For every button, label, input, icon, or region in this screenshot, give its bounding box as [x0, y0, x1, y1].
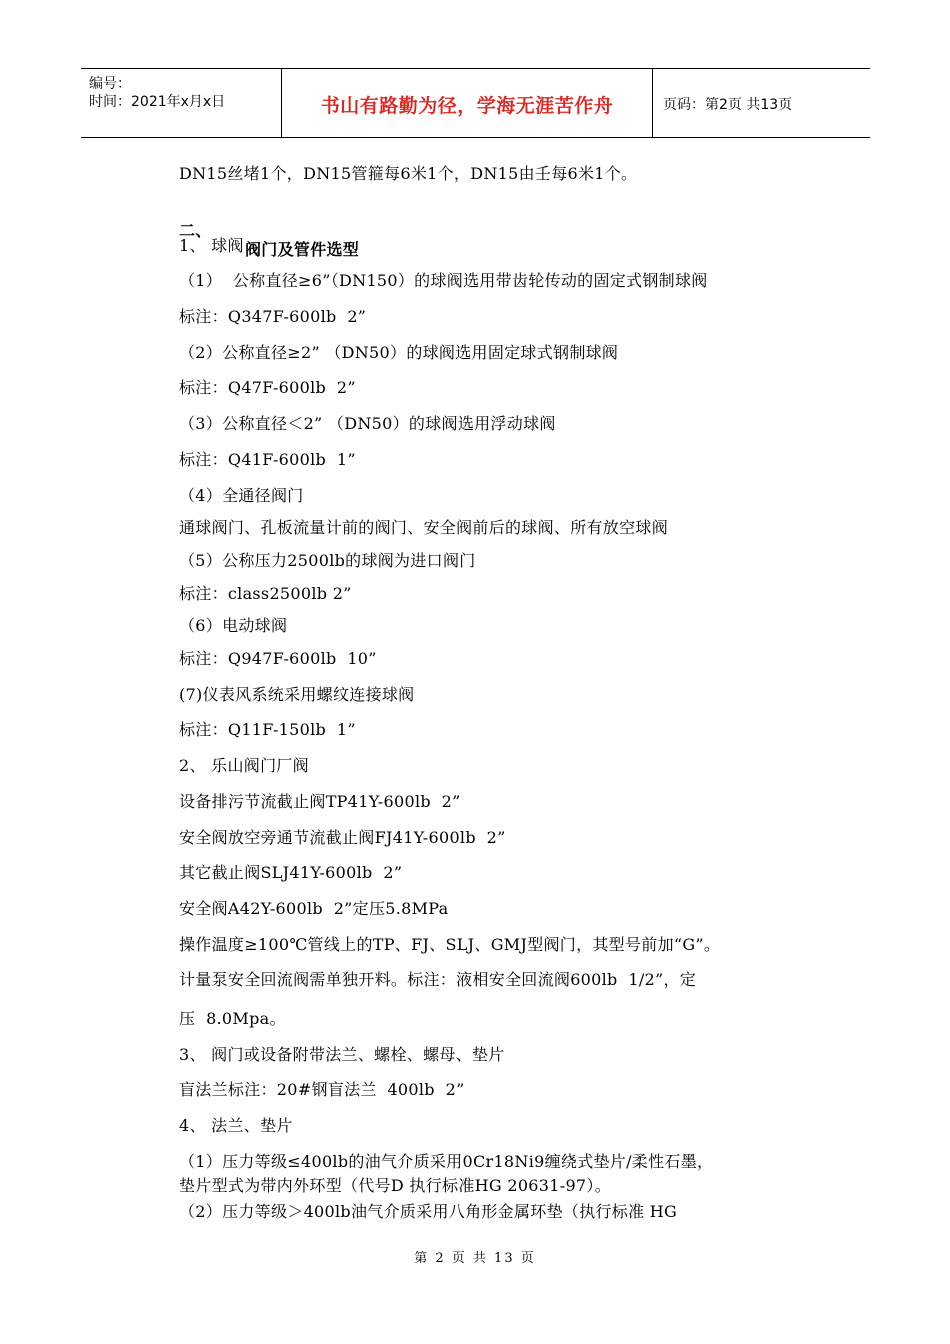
body-line: 压 8.0Mpa。: [179, 1009, 286, 1028]
body-line: （2）压力等级＞400lb油气介质采用八角形金属环垫（执行标准 HG: [179, 1202, 678, 1221]
section-title: 阀门及管件选型: [245, 240, 360, 259]
section-heading: [0, 199, 950, 259]
header-middle-cell: [282, 69, 653, 137]
body-line: （5）公称压力2500lb的球阀为进口阀门: [179, 551, 476, 570]
section-number: 二、: [179, 221, 212, 240]
header-page-label: 页码：第2页 共13页: [663, 97, 793, 113]
body-line: 标注：Q11F-150lb 1”: [179, 720, 356, 739]
body-line: 其它截止阀SLJ41Y-600lb 2”: [179, 863, 403, 882]
page-footer: 第 2 页 共 13 页: [414, 1251, 536, 1266]
date-label: 时间：2021年x月x日: [89, 94, 226, 110]
body-line: 2、 乐山阀门厂阀: [179, 756, 309, 775]
body-line: 3、 阀门或设备附带法兰、螺栓、螺母、垫片: [179, 1045, 505, 1064]
body-line: 标注：Q347F-600lb 2”: [179, 307, 367, 326]
body-line: 1、 球阀: [179, 236, 244, 255]
body-line: DN15丝堵1个，DN15管箍每6米1个，DN15由壬每6米1个。: [179, 164, 638, 183]
header-table: [81, 68, 870, 138]
body-line: 计量泵安全回流阀需单独开料。标注：液相安全回流阀600lb 1/2”，定: [179, 970, 697, 989]
body-line: （6）电动球阀: [179, 616, 288, 635]
body-line: （1） 公称直径≥6”（DN150）的球阀选用带齿轮传动的固定式钢制球阀: [179, 271, 708, 290]
body-line: 盲法兰标注：20#钢盲法兰 400lb 2”: [179, 1080, 465, 1099]
body-line: 安全阀A42Y-600lb 2”定压5.8MPa: [179, 899, 449, 918]
body-line: 设备排污节流截止阀TP41Y-600lb 2”: [179, 792, 461, 811]
document-number-label: 编号：: [89, 76, 131, 92]
body-line: （2）公称直径≥2” （DN50）的球阀选用固定球式钢制球阀: [179, 343, 619, 362]
header-motto: 书山有路勤为径，学海无涯苦作舟: [320, 95, 614, 117]
body-line: 标注：Q47F-600lb 2”: [179, 378, 356, 397]
header-right-cell: [653, 69, 870, 137]
body-line: （4）全通径阀门: [179, 486, 304, 505]
body-line: 标注：Q947F-600lb 10”: [179, 649, 377, 668]
body-line: 标注：Q41F-600lb 1”: [179, 450, 356, 469]
body-line: 4、 法兰、垫片: [179, 1116, 293, 1135]
body-line: 安全阀放空旁通节流截止阀FJ41Y-600lb 2”: [179, 828, 506, 847]
header-left-cell: [81, 69, 282, 137]
body-line: （1）压力等级≤400lb的油气介质采用0Cr18Ni9缠绕式垫片/柔性石墨，: [179, 1152, 714, 1171]
body-line: 标注：class2500lb 2”: [179, 584, 352, 603]
body-line: 操作温度≥100℃管线上的TP、FJ、SLJ、GMJ型阀门，其型号前加“G”。: [179, 935, 721, 954]
body-line: 垫片型式为带内外环型（代号D 执行标准HG 20631-97）。: [179, 1176, 611, 1195]
body-line: 通球阀门、孔板流量计前的阀门、安全阀前后的球阀、所有放空球阀: [179, 518, 669, 537]
body-line: （3）公称直径＜2” （DN50）的球阀选用浮动球阀: [179, 414, 556, 433]
body-line: (7)仪表风系统采用螺纹连接球阀: [179, 685, 415, 704]
